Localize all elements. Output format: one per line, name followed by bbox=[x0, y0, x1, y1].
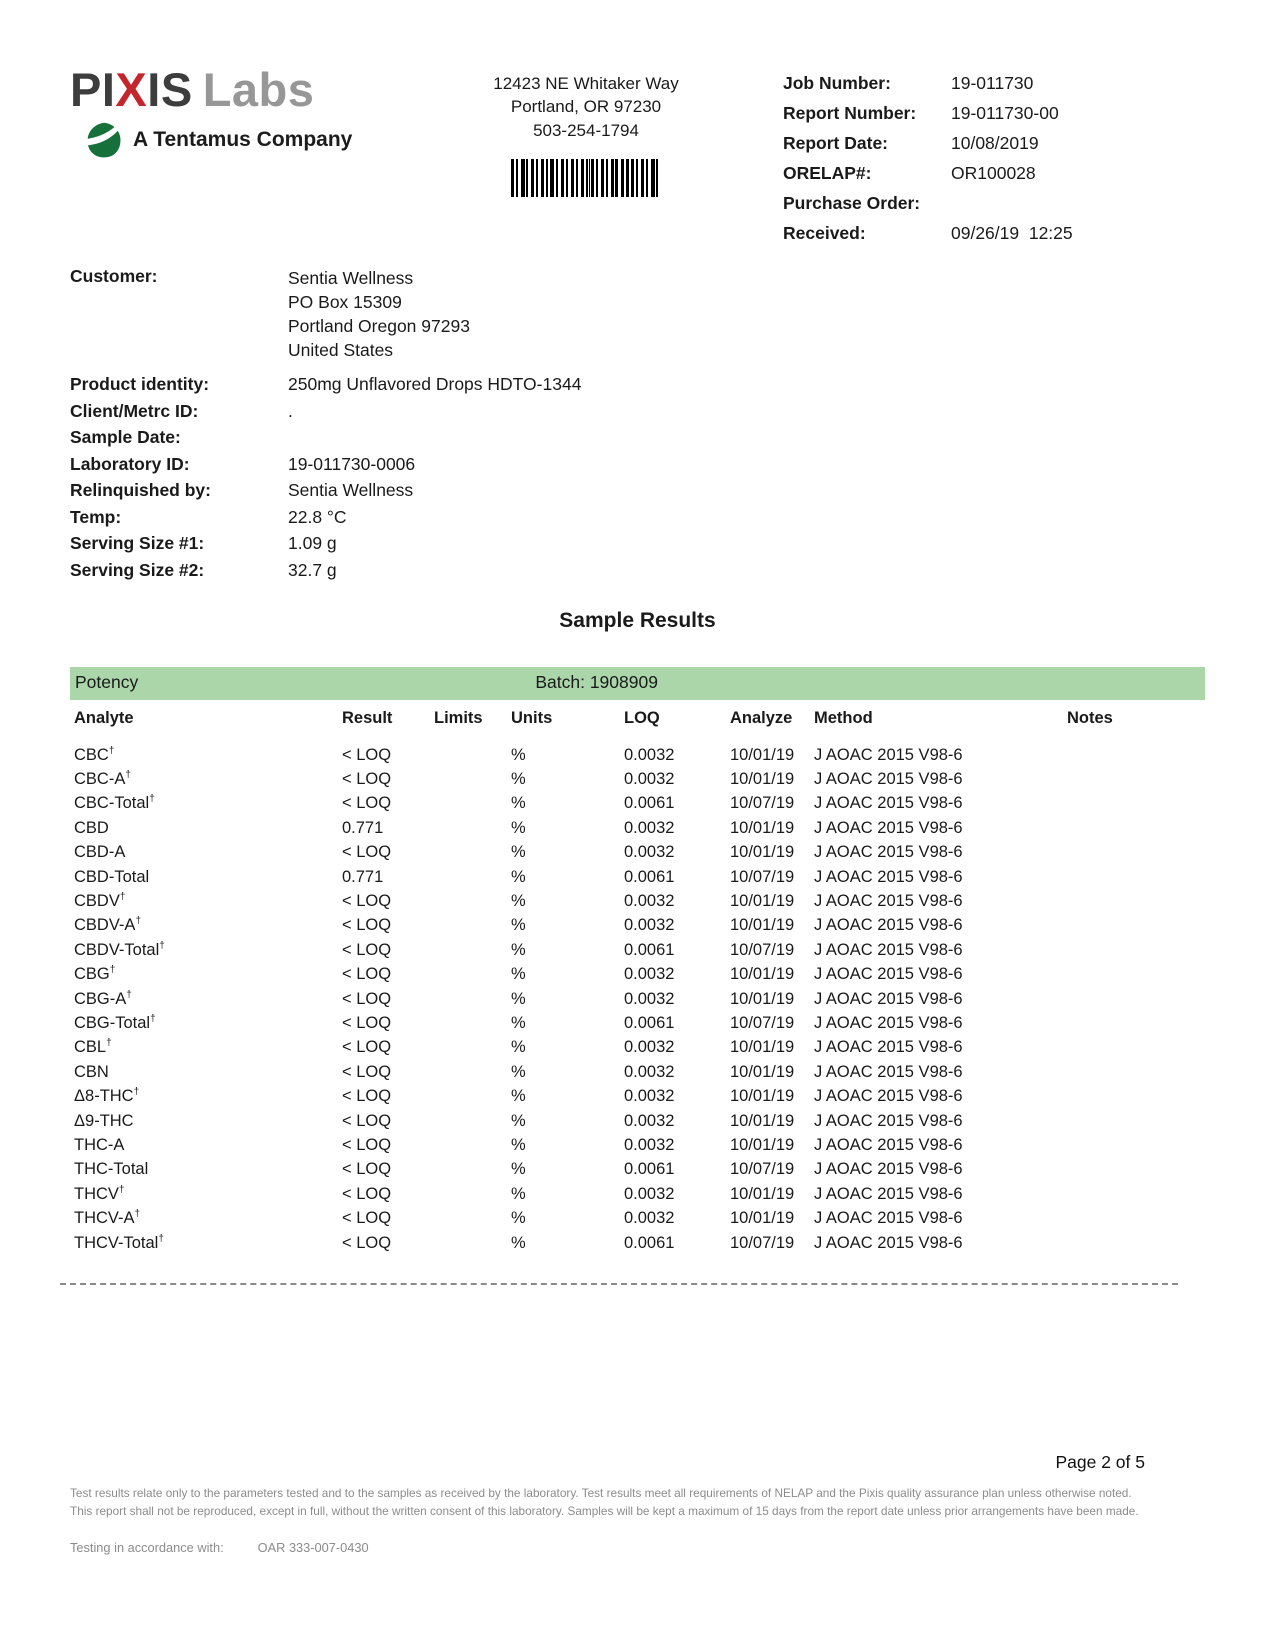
cell-units: % bbox=[511, 867, 526, 886]
cell-units: % bbox=[511, 745, 526, 764]
result-row bbox=[70, 963, 1137, 987]
cell-loq: 0.0032 bbox=[624, 745, 675, 764]
cell-notes bbox=[1067, 865, 1137, 889]
tentamus-leaf-icon bbox=[84, 120, 124, 160]
result-row bbox=[70, 792, 1137, 816]
cell-notes bbox=[1067, 1036, 1137, 1060]
cell-limits bbox=[434, 987, 511, 1011]
meta-field-label: Sample Date: bbox=[70, 427, 181, 447]
cell-loq: 0.0032 bbox=[624, 1209, 675, 1228]
cell-notes bbox=[1067, 1109, 1137, 1133]
cell-analyte: CBC-Total† bbox=[74, 793, 155, 813]
result-row bbox=[70, 938, 1137, 962]
job-info-value: 19-011730 bbox=[951, 73, 1034, 93]
cell-units: % bbox=[511, 989, 526, 1008]
cell-units: % bbox=[511, 770, 526, 789]
cell-analyte: THC-Total bbox=[74, 1160, 149, 1179]
result-row bbox=[70, 1084, 1137, 1108]
result-row bbox=[70, 889, 1137, 913]
cell-limits bbox=[434, 1036, 511, 1060]
cell-loq: 0.0032 bbox=[624, 916, 675, 935]
result-row bbox=[70, 1158, 1137, 1182]
cell-limits bbox=[434, 938, 511, 962]
cell-units: % bbox=[511, 843, 526, 862]
cell-analyte: CBD-Total bbox=[74, 867, 150, 886]
cell-loq: 0.0032 bbox=[624, 892, 675, 911]
page-number: Page 2 of 5 bbox=[1055, 1452, 1145, 1472]
job-info-value: 10/08/2019 bbox=[951, 133, 1039, 153]
logo-text-x: X bbox=[115, 63, 148, 116]
meta-field-value: 22.8 °C bbox=[288, 506, 347, 527]
dagger-mark: † bbox=[134, 1208, 141, 1220]
cell-method: J AOAC 2015 V98-6 bbox=[814, 1209, 963, 1228]
cell-loq: 0.0061 bbox=[624, 1160, 675, 1179]
cell-notes bbox=[1067, 816, 1137, 840]
cell-result: < LOQ bbox=[342, 1087, 392, 1106]
job-info-label: Report Number: bbox=[783, 103, 917, 123]
meta-field-label: Product identity: bbox=[70, 374, 210, 394]
cell-loq: 0.0032 bbox=[624, 989, 675, 1008]
result-row bbox=[70, 987, 1137, 1011]
cell-analyze: 10/01/19 bbox=[730, 1184, 795, 1203]
cell-limits bbox=[434, 743, 511, 767]
meta-field-row bbox=[70, 557, 1205, 584]
address-line-3: 503-254-1794 bbox=[533, 120, 639, 140]
cell-notes bbox=[1067, 841, 1137, 865]
meta-field-value: 1.09 g bbox=[288, 533, 337, 553]
meta-field-row bbox=[70, 424, 1205, 451]
result-row bbox=[70, 914, 1137, 938]
column-header-limits: Limits bbox=[434, 709, 483, 727]
dagger-mark: † bbox=[158, 1233, 164, 1244]
customer-address-line: Sentia Wellness bbox=[288, 268, 414, 288]
meta-field-row bbox=[70, 451, 1205, 478]
cell-analyte: THC-A bbox=[74, 1135, 125, 1154]
result-row bbox=[70, 767, 1137, 791]
dagger-mark: † bbox=[150, 1013, 156, 1025]
cell-method: J AOAC 2015 V98-6 bbox=[814, 818, 963, 837]
cell-analyte: CBD bbox=[74, 818, 109, 837]
testing-accordance-row bbox=[70, 1540, 1145, 1555]
cell-units: % bbox=[511, 1135, 526, 1154]
result-row bbox=[70, 841, 1137, 865]
meta-field-value: 32.7 g bbox=[288, 559, 337, 580]
column-header-result: Result bbox=[342, 709, 393, 727]
cell-method: J AOAC 2015 V98-6 bbox=[814, 989, 963, 1008]
results-table bbox=[70, 700, 1137, 1255]
cell-method: J AOAC 2015 V98-6 bbox=[814, 794, 963, 813]
cell-units: % bbox=[511, 892, 526, 911]
job-info-value: OR100028 bbox=[951, 163, 1036, 183]
cell-result: < LOQ bbox=[342, 1209, 392, 1228]
address-line-1: 12423 NE Whitaker Way bbox=[493, 74, 679, 93]
cell-result: < LOQ bbox=[342, 940, 392, 959]
cell-notes bbox=[1067, 938, 1137, 962]
result-row bbox=[70, 1133, 1137, 1157]
result-row bbox=[70, 1109, 1137, 1133]
meta-field-value: . bbox=[288, 400, 293, 421]
cell-units: % bbox=[511, 1062, 526, 1081]
cell-method: J AOAC 2015 V98-6 bbox=[814, 1062, 963, 1081]
cell-method: J AOAC 2015 V98-6 bbox=[814, 1184, 963, 1203]
cell-analyze: 10/01/19 bbox=[730, 745, 795, 764]
meta-fields bbox=[70, 371, 1205, 583]
job-info-grid bbox=[783, 68, 1205, 248]
cell-limits bbox=[434, 865, 511, 889]
cell-analyze: 10/07/19 bbox=[730, 794, 795, 813]
cell-loq: 0.0032 bbox=[624, 1062, 675, 1081]
customer-address-line: Portland Oregon 97293 bbox=[288, 316, 470, 336]
cell-limits bbox=[434, 792, 511, 816]
customer-label: Customer: bbox=[70, 266, 158, 286]
cell-result: 0.771 bbox=[342, 867, 384, 886]
meta-field-row bbox=[70, 371, 1205, 398]
cell-method: J AOAC 2015 V98-6 bbox=[814, 892, 963, 911]
cell-result: < LOQ bbox=[342, 1184, 392, 1203]
cell-notes bbox=[1067, 1011, 1137, 1035]
cell-method: J AOAC 2015 V98-6 bbox=[814, 1135, 963, 1154]
cell-notes bbox=[1067, 743, 1137, 767]
cell-analyte: CBC† bbox=[74, 745, 115, 764]
cell-result: < LOQ bbox=[342, 794, 392, 813]
cell-result: < LOQ bbox=[342, 989, 392, 1008]
cell-units: % bbox=[511, 794, 526, 813]
cell-units: % bbox=[511, 1184, 526, 1203]
cell-loq: 0.0032 bbox=[624, 1111, 675, 1130]
cell-analyze: 10/07/19 bbox=[730, 1160, 795, 1179]
job-info-value: 19-011730-00 bbox=[951, 103, 1059, 123]
cell-limits bbox=[434, 889, 511, 913]
job-info-label: Purchase Order: bbox=[783, 193, 921, 213]
dagger-mark: † bbox=[149, 793, 155, 805]
job-info-value: 09/26/19 12:25 bbox=[951, 223, 1073, 243]
job-info-label: Job Number: bbox=[783, 73, 891, 93]
dagger-mark: † bbox=[109, 964, 116, 976]
cell-notes bbox=[1067, 792, 1137, 816]
cell-analyte: THCV† bbox=[74, 1184, 125, 1203]
cell-loq: 0.0032 bbox=[624, 1135, 675, 1154]
meta-field-value: 19-011730-0006 bbox=[288, 453, 416, 474]
pixis-labs-logo bbox=[70, 63, 442, 116]
report-header bbox=[0, 0, 1275, 248]
column-header-units: Units bbox=[511, 709, 553, 727]
section-divider-dashed bbox=[60, 1283, 1178, 1285]
dagger-mark: † bbox=[126, 989, 132, 1001]
cell-notes bbox=[1067, 1206, 1137, 1230]
cell-analyte: Δ9-THC bbox=[74, 1111, 134, 1130]
barcode bbox=[511, 159, 661, 197]
cell-method: J AOAC 2015 V98-6 bbox=[814, 1087, 963, 1106]
cell-limits bbox=[434, 1231, 511, 1255]
results-header-row bbox=[70, 700, 1137, 743]
cell-result: < LOQ bbox=[342, 892, 392, 911]
cell-result: < LOQ bbox=[342, 770, 392, 789]
section-name: Potency bbox=[75, 672, 139, 692]
customer-address-line: United States bbox=[288, 340, 394, 360]
cell-analyze: 10/01/19 bbox=[730, 1135, 795, 1154]
testing-accordance-value: OAR 333-007-0430 bbox=[257, 1540, 369, 1556]
dagger-mark: † bbox=[159, 940, 165, 952]
cell-analyze: 10/01/19 bbox=[730, 770, 795, 789]
cell-notes bbox=[1067, 767, 1137, 791]
cell-loq: 0.0061 bbox=[624, 940, 675, 959]
dagger-mark: † bbox=[119, 891, 126, 903]
meta-field-row bbox=[70, 504, 1205, 531]
cell-analyze: 10/01/19 bbox=[730, 843, 795, 862]
cell-result: < LOQ bbox=[342, 1062, 392, 1081]
cell-notes bbox=[1067, 963, 1137, 987]
meta-field-value: 250mg Unflavored Drops HDTO-1344 bbox=[288, 374, 582, 394]
cell-result: < LOQ bbox=[342, 916, 392, 935]
column-header-loq: LOQ bbox=[624, 709, 660, 727]
result-row bbox=[70, 1206, 1137, 1230]
cell-units: % bbox=[511, 940, 526, 959]
cell-analyze: 10/01/19 bbox=[730, 989, 795, 1008]
customer-address bbox=[288, 266, 1205, 362]
customer-row bbox=[70, 266, 1205, 362]
cell-loq: 0.0061 bbox=[624, 867, 675, 886]
result-row bbox=[70, 1182, 1137, 1206]
cell-method: J AOAC 2015 V98-6 bbox=[814, 916, 963, 935]
cell-analyte: CBG† bbox=[74, 964, 116, 984]
cell-limits bbox=[434, 1206, 511, 1230]
job-info-label: ORELAP#: bbox=[783, 163, 872, 183]
cell-method: J AOAC 2015 V98-6 bbox=[814, 1111, 963, 1130]
potency-band bbox=[70, 667, 1205, 700]
cell-limits bbox=[434, 1133, 511, 1157]
cell-notes bbox=[1067, 914, 1137, 938]
cell-method: J AOAC 2015 V98-6 bbox=[814, 965, 963, 984]
cell-analyte: CBDV-A† bbox=[74, 915, 141, 935]
cell-limits bbox=[434, 1011, 511, 1035]
cell-analyze: 10/07/19 bbox=[730, 1233, 795, 1252]
disclaimer-text: Test results relate only to the parameters tested and to the samples as received by the laboratory. Test results meet all requirements of NELAP and the Pixis quality assurance plan unless otherwise noted. This report shall not be reproduced, except in full, without the written consent of this laboratory. Samples will be kept a maximum of 15 days from the report date unless prior arrangements have been made. bbox=[70, 1486, 1139, 1518]
cell-analyze: 10/01/19 bbox=[730, 965, 795, 984]
cell-limits bbox=[434, 816, 511, 840]
cell-analyte: CBL† bbox=[74, 1037, 112, 1057]
cell-method: J AOAC 2015 V98-6 bbox=[814, 867, 963, 886]
cell-loq: 0.0032 bbox=[624, 965, 675, 984]
cell-limits bbox=[434, 1084, 511, 1108]
meta-field-label: Client/Metrc ID: bbox=[70, 400, 199, 421]
meta-field-label: Serving Size #1: bbox=[70, 533, 205, 553]
cell-limits bbox=[434, 767, 511, 791]
cell-result: < LOQ bbox=[342, 745, 392, 764]
cell-notes bbox=[1067, 1158, 1137, 1182]
cell-units: % bbox=[511, 965, 526, 984]
cell-units: % bbox=[511, 818, 526, 837]
cell-units: % bbox=[511, 1111, 526, 1130]
dagger-mark: † bbox=[133, 1086, 140, 1098]
result-row bbox=[70, 1231, 1137, 1255]
customer-address-line: PO Box 15309 bbox=[288, 292, 402, 312]
cell-analyze: 10/01/19 bbox=[730, 916, 795, 935]
cell-analyte: CBG-Total† bbox=[74, 1013, 156, 1032]
cell-analyte: Δ8-THC† bbox=[74, 1086, 140, 1106]
meta-field-label: Relinquished by: bbox=[70, 480, 211, 500]
cell-method: J AOAC 2015 V98-6 bbox=[814, 1233, 963, 1252]
cell-units: % bbox=[511, 1013, 526, 1032]
cell-units: % bbox=[511, 1233, 526, 1252]
cell-method: J AOAC 2015 V98-6 bbox=[814, 770, 963, 789]
sample-results-title: Sample Results bbox=[559, 609, 716, 632]
cell-limits bbox=[434, 1182, 511, 1206]
cell-units: % bbox=[511, 916, 526, 935]
cell-units: % bbox=[511, 1209, 526, 1228]
job-info-value bbox=[951, 188, 1205, 218]
tagline-row bbox=[84, 120, 442, 160]
meta-field-value: Sentia Wellness bbox=[288, 480, 414, 500]
cell-result: < LOQ bbox=[342, 1013, 392, 1032]
results-body bbox=[70, 743, 1137, 1255]
cell-loq: 0.0061 bbox=[624, 1233, 675, 1252]
dagger-mark: † bbox=[118, 1184, 125, 1196]
cell-method: J AOAC 2015 V98-6 bbox=[814, 1013, 963, 1032]
cell-method: J AOAC 2015 V98-6 bbox=[814, 1038, 963, 1057]
meta-field-label: Temp: bbox=[70, 506, 122, 527]
cell-notes bbox=[1067, 1182, 1137, 1206]
cell-loq: 0.0032 bbox=[624, 1038, 675, 1057]
cell-analyze: 10/01/19 bbox=[730, 1111, 795, 1130]
cell-loq: 0.0061 bbox=[624, 1013, 675, 1032]
column-header-notes: Notes bbox=[1067, 709, 1113, 727]
cell-limits bbox=[434, 914, 511, 938]
cell-result: < LOQ bbox=[342, 1111, 392, 1130]
cell-result: < LOQ bbox=[342, 1233, 392, 1252]
cell-result: < LOQ bbox=[342, 965, 392, 984]
cell-analyze: 10/07/19 bbox=[730, 940, 795, 959]
job-info-label: Report Date: bbox=[783, 133, 889, 153]
job-info-block bbox=[730, 66, 1205, 248]
logo-block bbox=[70, 63, 442, 248]
cell-limits bbox=[434, 1158, 511, 1182]
meta-field-row bbox=[70, 530, 1205, 557]
cell-analyze: 10/01/19 bbox=[730, 1209, 795, 1228]
cell-analyze: 10/07/19 bbox=[730, 867, 795, 886]
dagger-mark: † bbox=[108, 745, 115, 757]
cell-units: % bbox=[511, 1087, 526, 1106]
result-row bbox=[70, 1036, 1137, 1060]
cell-loq: 0.0032 bbox=[624, 770, 675, 789]
result-row bbox=[70, 743, 1137, 767]
meta-field-row bbox=[70, 477, 1205, 504]
cell-method: J AOAC 2015 V98-6 bbox=[814, 940, 963, 959]
cell-loq: 0.0061 bbox=[624, 794, 675, 813]
cell-limits bbox=[434, 1109, 511, 1133]
cell-notes bbox=[1067, 1133, 1137, 1157]
cell-analyte: THCV-A† bbox=[74, 1208, 141, 1228]
cell-result: < LOQ bbox=[342, 843, 392, 862]
logo-text-labs: Labs bbox=[202, 63, 315, 116]
cell-notes bbox=[1067, 889, 1137, 913]
cell-analyte: CBC-A† bbox=[74, 769, 131, 789]
cell-analyte: CBG-A† bbox=[74, 989, 132, 1008]
logo-text-is: IS bbox=[147, 63, 193, 116]
cell-limits bbox=[434, 963, 511, 987]
lab-address-block bbox=[442, 66, 730, 248]
meta-field-label: Serving Size #2: bbox=[70, 559, 205, 580]
cell-loq: 0.0032 bbox=[624, 843, 675, 862]
logo-text-pi: PI bbox=[70, 63, 116, 116]
cell-result: 0.771 bbox=[342, 818, 384, 837]
cell-units: % bbox=[511, 1160, 526, 1179]
results-section bbox=[70, 667, 1205, 1285]
cell-result: < LOQ bbox=[342, 1135, 392, 1154]
cell-method: J AOAC 2015 V98-6 bbox=[814, 745, 963, 764]
cell-method: J AOAC 2015 V98-6 bbox=[814, 843, 963, 862]
cell-analyte: CBD-A bbox=[74, 843, 126, 862]
testing-accordance-label: Testing in accordance with: bbox=[70, 1540, 224, 1556]
result-row bbox=[70, 865, 1137, 889]
cell-loq: 0.0032 bbox=[624, 1184, 675, 1203]
cell-analyte: CBDV† bbox=[74, 891, 126, 911]
cell-analyze: 10/01/19 bbox=[730, 1038, 795, 1057]
result-row bbox=[70, 816, 1137, 840]
column-header-analyze: Analyze bbox=[730, 709, 793, 727]
batch-number: Batch: 1908909 bbox=[535, 672, 658, 692]
cell-result: < LOQ bbox=[342, 1038, 392, 1057]
cell-limits bbox=[434, 841, 511, 865]
cell-analyze: 10/01/19 bbox=[730, 1087, 795, 1106]
job-info-label: Received: bbox=[783, 223, 866, 243]
dagger-mark: † bbox=[125, 769, 131, 781]
cell-analyte: CBN bbox=[74, 1062, 109, 1081]
report-footer bbox=[70, 1452, 1145, 1555]
meta-field-label: Laboratory ID: bbox=[70, 453, 190, 474]
cell-method: J AOAC 2015 V98-6 bbox=[814, 1160, 963, 1179]
column-header-method: Method bbox=[814, 709, 873, 727]
cell-notes bbox=[1067, 987, 1137, 1011]
cell-notes bbox=[1067, 1084, 1137, 1108]
result-row bbox=[70, 1011, 1137, 1035]
address-line-2: Portland, OR 97230 bbox=[510, 97, 662, 117]
cell-notes bbox=[1067, 1231, 1137, 1255]
cell-loq: 0.0032 bbox=[624, 1087, 675, 1106]
column-header-analyte: Analyte bbox=[74, 709, 134, 727]
cell-notes bbox=[1067, 1060, 1137, 1084]
cell-loq: 0.0032 bbox=[624, 818, 675, 837]
result-row bbox=[70, 1060, 1137, 1084]
cell-analyte: THCV-Total† bbox=[74, 1233, 164, 1252]
dagger-mark: † bbox=[106, 1037, 112, 1049]
cell-analyze: 10/01/19 bbox=[730, 1062, 795, 1081]
cell-analyze: 10/01/19 bbox=[730, 818, 795, 837]
cell-result: < LOQ bbox=[342, 1160, 392, 1179]
cell-analyze: 10/01/19 bbox=[730, 892, 795, 911]
tagline-text: A Tentamus Company bbox=[133, 128, 353, 151]
cell-limits bbox=[434, 1060, 511, 1084]
cell-analyze: 10/07/19 bbox=[730, 1013, 795, 1032]
meta-field-value bbox=[288, 424, 1205, 451]
dagger-mark: † bbox=[135, 915, 141, 927]
sample-meta bbox=[70, 266, 1205, 583]
cell-units: % bbox=[511, 1038, 526, 1057]
cell-analyte: CBDV-Total† bbox=[74, 940, 165, 959]
meta-field-row bbox=[70, 398, 1205, 425]
